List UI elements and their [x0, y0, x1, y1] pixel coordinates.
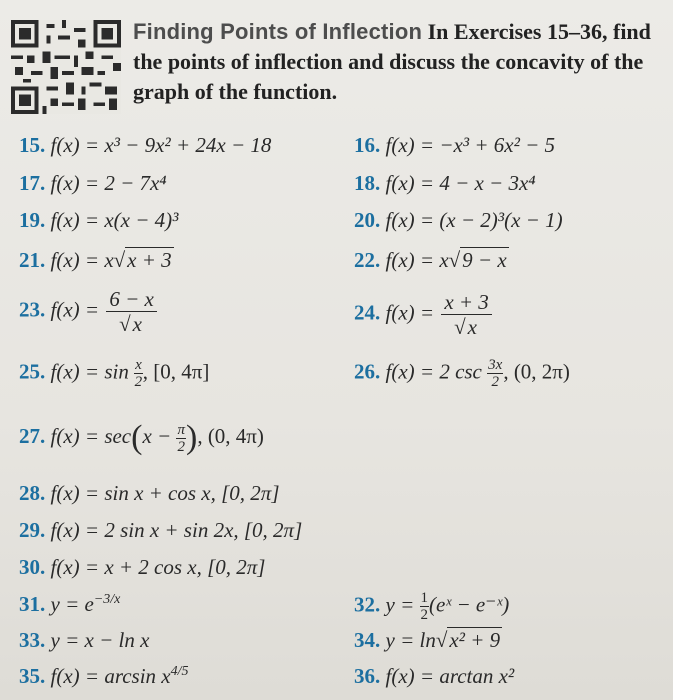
exercise-number: 30.: [19, 555, 46, 579]
exercise-expression: f(x) = x: [385, 248, 449, 272]
numerator: π: [177, 421, 185, 438]
exercise-number: 15.: [19, 133, 46, 157]
exercise-expression: y =: [385, 592, 415, 617]
exercise-expression: f(x) = 2 sin x + sin 2x, [0, 2π]: [50, 518, 303, 542]
denominator: 2: [491, 374, 499, 390]
numerator: x + 3: [441, 290, 492, 315]
interval: , (0, 2π): [503, 359, 570, 384]
exercise-number: 24.: [354, 300, 381, 325]
exercise-24: [354, 290, 494, 339]
exercise-number: 25.: [19, 359, 46, 384]
exercise-number: 34.: [354, 628, 381, 652]
exercise-number: 23.: [19, 297, 46, 322]
exercise-expression: f(x) = 2 − 7x⁴: [50, 171, 167, 195]
exercise-number: 18.: [354, 171, 381, 195]
instruction-text: In Exercises 15–36, find the points of inflection and discuss the concavity of the graph of the function.: [133, 19, 651, 104]
exercise-27: 27. f(x) = sec(x − $\frac{\pi}{2}$ ), (0, 4π): [19, 419, 264, 456]
exercise-number: 22.: [354, 248, 381, 272]
exercise-expression-rest: (eˣ − e⁻ˣ): [429, 592, 510, 617]
exercise-number: 31.: [19, 592, 46, 616]
numerator: 3x: [488, 357, 503, 373]
numerator: x: [135, 357, 142, 373]
exercise-number: 33.: [19, 628, 46, 652]
exercise-25: [19, 357, 209, 390]
exercise-23: [19, 287, 159, 336]
exercise-expression: f(x) = x³ − 9x² + 24x − 18: [50, 133, 272, 157]
exercise-expression: f(x) = arctan x²: [385, 664, 515, 688]
exercise-heading: [133, 17, 663, 107]
exercise-expression: y = x − ln x: [50, 628, 150, 652]
fraction: $\frac{6 - x}{√x}$: [106, 287, 157, 336]
radicand: x² + 9: [449, 628, 501, 652]
exercise-19: [19, 208, 178, 233]
exercise-expression: f(x) = x + 2 cos x, [0, 2π]: [50, 555, 266, 579]
qr-code-icon: [10, 20, 122, 114]
exercise-number: 17.: [19, 171, 46, 195]
exercise-26: [354, 357, 570, 390]
exercise-expression: f(x) = x(x − 4)³: [50, 208, 179, 232]
exercise-expression: f(x) = sin: [50, 359, 129, 384]
radicand: x + 3: [127, 248, 172, 272]
exercise-28: [19, 481, 280, 506]
denominator: 2: [134, 374, 143, 390]
exercise-expression: f(x) =: [50, 297, 100, 322]
exercise-18: [354, 171, 536, 196]
exercise-33: [19, 628, 149, 653]
denominator: x: [132, 312, 142, 336]
exercise-expression: f(x) = arcsin x: [50, 664, 171, 688]
interval: , (0, 4π): [197, 423, 264, 448]
section-title: Finding Points of Inflection: [133, 19, 423, 44]
exercise-31: [19, 592, 120, 617]
exercise-32: [354, 590, 509, 623]
radicand: 9 − x: [462, 248, 507, 272]
exercise-15: [19, 133, 271, 158]
exercise-expression: f(x) = −x³ + 6x² − 5: [385, 133, 556, 157]
inner-expression: x −: [142, 423, 172, 448]
exercise-21: 21. f(x) = x√x + 3: [19, 248, 172, 272]
denominator: 2: [420, 607, 428, 623]
exercise-expression: f(x) = sin x + cos x, [0, 2π]: [50, 481, 280, 505]
numerator: 1: [420, 590, 428, 606]
exercise-expression: f(x) = x: [50, 248, 114, 272]
denominator: 2: [177, 438, 185, 455]
exercise-36: [354, 664, 514, 689]
fraction: [420, 590, 430, 623]
exercise-number: 21.: [19, 248, 46, 272]
exercise-number: 32.: [354, 592, 381, 617]
exercise-expression: f(x) = 4 − x − 3x⁴: [385, 171, 536, 195]
exercise-number: 19.: [19, 208, 46, 232]
fraction: $\frac{x + 3}{√x}$: [441, 290, 492, 339]
fraction: [134, 357, 143, 390]
exercise-expression: y = e: [50, 592, 94, 616]
exercise-16: [354, 133, 555, 158]
exercise-expression: f(x) =: [385, 300, 435, 325]
exercise-20: [354, 208, 563, 233]
exercise-number: 20.: [354, 208, 381, 232]
exercise-number: 28.: [19, 481, 46, 505]
denominator: x: [467, 315, 477, 339]
exercise-number: 27.: [19, 423, 46, 448]
exercise-number: 29.: [19, 518, 46, 542]
exercise-expression: f(x) = (x − 2)³(x − 1): [385, 208, 563, 232]
exercise-34: 34. y = ln√x² + 9: [354, 628, 501, 652]
exercise-number: 36.: [354, 664, 381, 688]
interval: , [0, 4π]: [142, 359, 210, 384]
fraction: [176, 422, 186, 455]
exercise-17: [19, 171, 167, 196]
exercise-35: [19, 664, 189, 689]
exercise-22: 22. f(x) = x√9 − x: [354, 248, 507, 272]
exponent: −3/x: [93, 592, 121, 607]
exercise-29: [19, 518, 302, 543]
exercise-30: [19, 555, 265, 580]
exercise-number: 35.: [19, 664, 46, 688]
fraction: [487, 357, 503, 390]
exercise-number: 16.: [354, 133, 381, 157]
exponent: 4/5: [170, 664, 189, 679]
exercise-expression: f(x) = 2 csc: [385, 359, 482, 384]
exercise-expression: y = ln: [385, 628, 436, 652]
exercise-expression: f(x) = sec: [50, 423, 132, 448]
exercise-number: 26.: [354, 359, 381, 384]
numerator: 6 − x: [106, 287, 157, 312]
